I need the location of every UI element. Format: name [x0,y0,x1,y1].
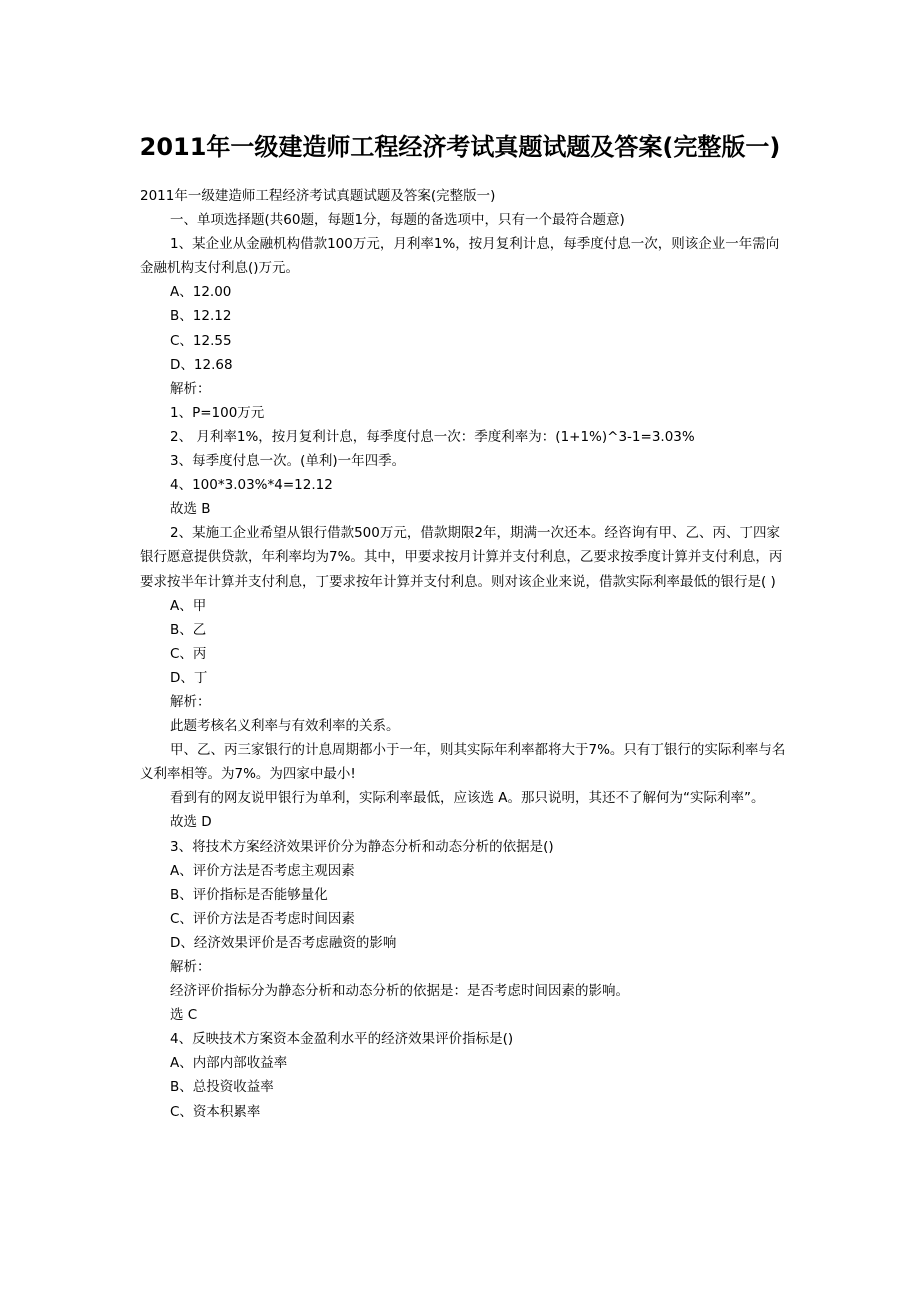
q3-answer: 选 C [170,1007,198,1024]
q2-analysis-line-1: 此题考核名义利率与有效利率的关系。 [170,718,400,735]
q2-option-c: C、丙 [170,645,207,662]
question-2: 2、某施工企业希望从银行借款500万元，借款期限2年，期满一次还本。经咨询有甲、乙、丙、丁四家银行愿意提供贷款，年利率均为7%。其中，甲要求按月计算并支付利息，乙要求按季度计算并支付利息，丙要求按半年计算并支付利息，丁要求按年计算并支付利息。则对该企业来说，借款实际利率最低的银行是( ) [140,525,783,590]
q1-analysis-step-4: 4、100*3.03%*4=12.12 [170,477,333,494]
q1-analysis-step-3: 3、每季度付息一次。(单利)一年四季。 [170,453,406,470]
q3-analysis-line-1: 经济评价指标分为静态分析和动态分析的依据是：是否考虑时间因素的影响。 [170,983,629,1000]
q1-option-c: C、12.55 [170,332,232,349]
q1-analysis-step-2: 2、 月利率1%，按月复利计息，每季度付息一次：季度利率为：(1+1%)^3-1=3.03% [170,428,695,445]
q4-option-b: B、总投资收益率 [170,1079,274,1096]
q4-option-c: C、资本积累率 [170,1103,261,1120]
question-3: 3、将技术方案经济效果评价分为静态分析和动态分析的依据是() [170,838,554,855]
q3-analysis-label: 解析： [170,959,211,975]
q2-option-b: B、乙 [170,621,207,638]
q1-option-b: B、12.12 [170,308,232,325]
section-heading: 一、单项选择题(共60题，每题1分，每题的备选项中，只有一个最符合题意) [170,212,625,229]
document-body [140,184,788,1124]
q2-answer: 故选 D [170,814,212,831]
subtitle-line: 2011年一级建造师工程经济考试真题试题及答案(完整版一) [140,188,496,204]
q2-analysis-line-3: 看到有的网友说甲银行为单利，实际利率最低，应该选 A。那只说明，其还不了解何为“实际利率”。 [170,790,765,807]
q2-analysis-label: 解析： [170,693,211,710]
question-1: 1、某企业从金融机构借款100万元，月利率1%，按月复利计息，每季度付息一次，则该企业一年需向金融机构支付利息()万元。 [140,236,780,277]
q1-option-d: D、12.68 [170,356,233,373]
q3-option-d: D、经济效果评价是否考虑融资的影响 [170,934,397,951]
q1-analysis-label: 解析： [170,380,211,397]
q2-analysis-line-2: 甲、乙、丙三家银行的计息周期都小于一年，则其实际年利率都将大于7%。只有丁银行的实际利率与名义利率相等。为7%。为四家中最小! [140,742,786,783]
q3-option-c: C、评价方法是否考虑时间因素 [170,910,355,927]
q3-option-b: B、评价指标是否能够量化 [170,886,328,903]
q2-option-a: A、甲 [170,597,207,614]
q4-option-a: A、内部内部收益率 [170,1055,288,1072]
document-title: 2011年一级建造师工程经济考试真题试题及答案(完整版一) [139,133,781,161]
q1-analysis-step-1: 1、P=100万元 [170,404,265,421]
question-4: 4、反映技术方案资本金盈利水平的经济效果评价指标是() [170,1031,514,1048]
q3-option-a: A、评价方法是否考虑主观因素 [170,862,355,879]
q1-option-a: A、12.00 [170,284,232,301]
q2-option-d: D、丁 [170,669,208,686]
q1-answer: 故选 B [170,501,211,518]
